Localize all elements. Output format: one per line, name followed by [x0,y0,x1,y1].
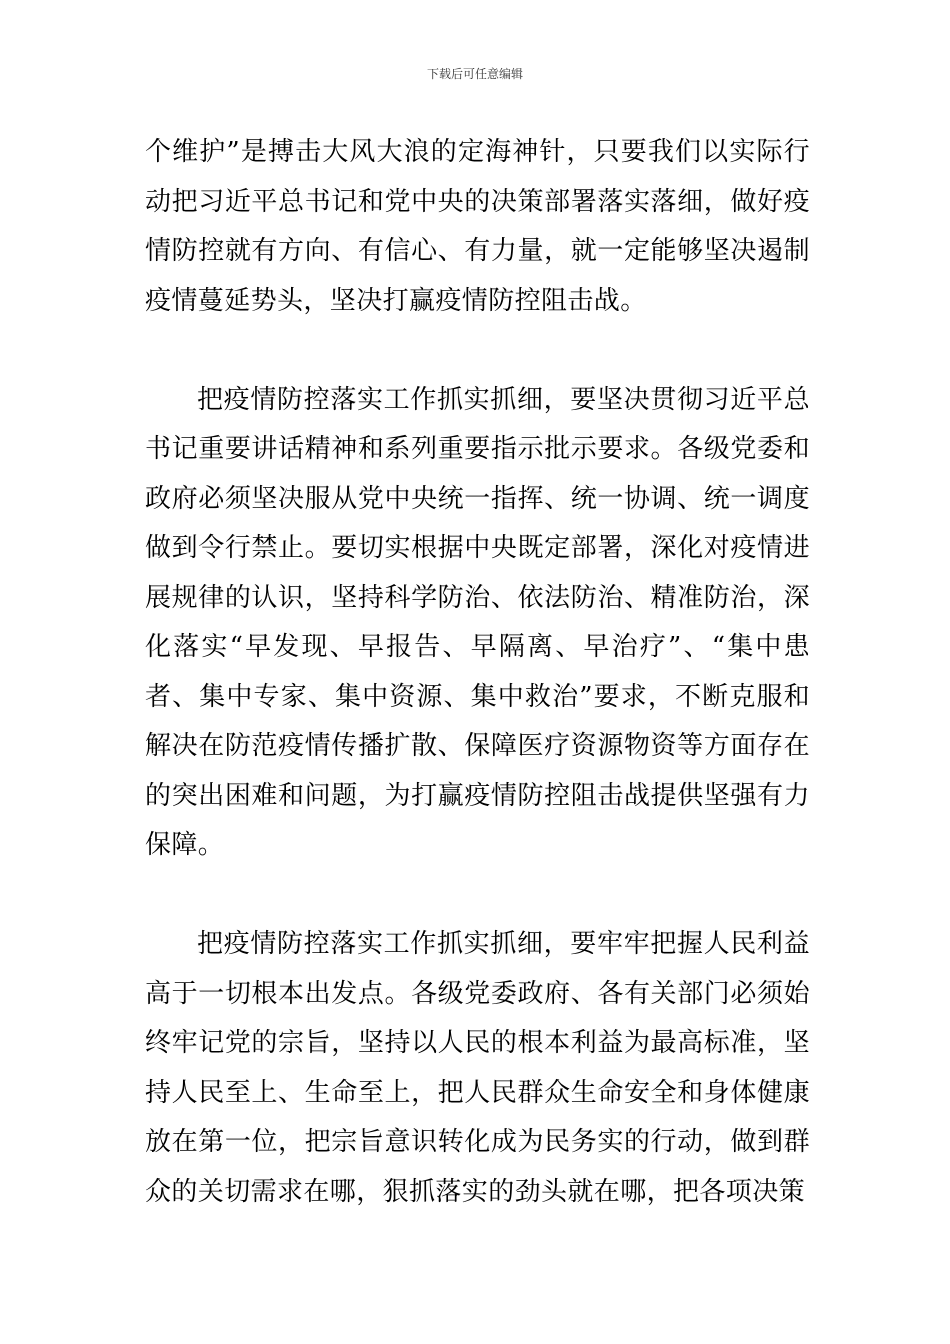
paragraph-gap [145,326,810,376]
paragraph-2: 把疫情防控落实工作抓实抓细，要坚决贯彻习近平总书记重要讲话精神和系列重要指示批示要求。各级党委和政府必须坚决服从党中央统一指挥、统一协调、统一调度做到令行禁止。要切实根据中央既定部署，深化对疫情进展规律的认识，坚持科学防治、依法防治、精准防治，深化落实“早发现、早报告、早隔离、早治疗”、“集中患者、集中专家、集中资源、集中救治”要求，不断克服和解决在防范疫情传播扩散、保障医疗资源物资等方面存在的突出困难和问题，为打赢疫情防控阻击战提供坚强有力保障。 [145,384,810,860]
document-body [145,128,810,1217]
paragraph-gap [145,871,810,921]
page-header: 下载后可任意编辑 [426,67,523,81]
paragraph-3: 把疫情防控落实工作抓实抓细，要牢牢把握人民利益高于一切根本出发点。各级党委政府、各有关部门必须始终牢记党的宗旨，坚持以人民的根本利益为最高标准，坚持人民至上、生命至上，把人民群众生命安全和身体健康放在第一位，把宗旨意识转化成为民务实的行动，做到群众的关切需求在哪，狠抓落实的劲头就在哪，把各项决策 [145,929,810,1207]
paragraph-1: 个维护”是搏击大风大浪的定海神针，只要我们以实际行动把习近平总书记和党中央的决策部署落实落细，做好疫情防控就有方向、有信心、有力量，就一定能够坚决遏制疫情蔓延势头，坚决打赢疫情防控阻击战。 [145,137,810,316]
